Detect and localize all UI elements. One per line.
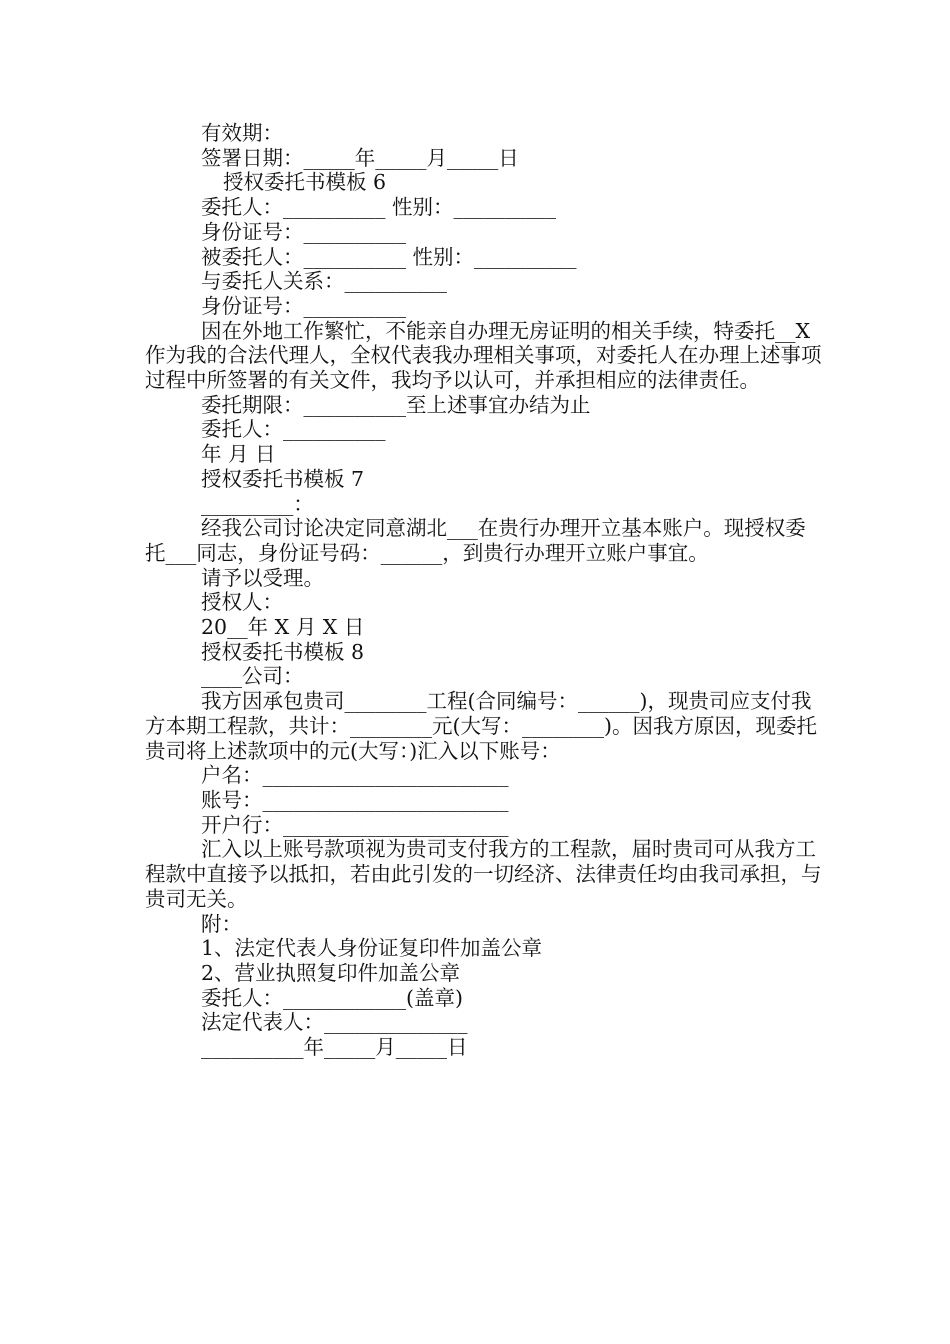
company-addressee: ____公司： xyxy=(201,664,304,689)
account-name: 户名：________________________ xyxy=(201,763,509,788)
validity-period: 有效期： xyxy=(201,121,283,145)
agent-gender: 被委托人：__________ 性别：__________ xyxy=(201,244,577,269)
template-6-title: 授权委托书模板 6 xyxy=(223,170,387,195)
document-body xyxy=(145,121,825,1060)
template-8-title: 授权委托书模板 8 xyxy=(201,639,365,664)
authorization-term: 委托期限：__________至上述事宜办结为止 xyxy=(201,392,591,417)
final-date: __________年_____月_____日 xyxy=(201,1035,468,1060)
legal-representative: 法定代表人：______________ xyxy=(201,1010,468,1035)
attachment-2: 2、营业执照复印件加盖公章 xyxy=(201,960,461,985)
date-line: 20__年 X 月 X 日 xyxy=(201,615,365,640)
payment-paragraph: 我方因承包贵司________工程(合同编号：______)，现贵司应支付我方本期工程款，共计：________元(大写：________)。因我方原因，现委托贵司将上述款项中的元(大写：)汇入以下账号： xyxy=(145,689,817,763)
request-line: 请予以受理。 xyxy=(201,565,324,590)
signing-date: 签署日期：_____年_____月_____日 xyxy=(201,145,519,170)
relationship: 与委托人关系：__________ xyxy=(201,269,447,294)
addressee-blank: _________： xyxy=(201,491,314,516)
agent-id-number: 身份证号：__________ xyxy=(201,293,406,318)
liability-paragraph: 汇入以上账号款项视为贵司支付我方的工程款，届时贵司可从我方工程款中直接予以抵扣，若由此引发的一切经济、法律责任均由我司承担，与贵司无关。 xyxy=(145,837,822,911)
account-number: 账号：________________________ xyxy=(201,787,509,812)
attachments-heading: 附： xyxy=(201,911,242,936)
principal-seal: 委托人：____________(盖章) xyxy=(201,985,463,1010)
authorizer: 授权人： xyxy=(201,590,283,615)
id-number: 身份证号：__________ xyxy=(201,219,406,244)
date-blank: 年 月 日 xyxy=(201,442,276,467)
template-7-title: 授权委托书模板 7 xyxy=(201,466,365,491)
account-opening-paragraph: 经我公司讨论决定同意湖北___在贵行办理开立基本账户。现授权委托___同志，身份证号码：______，到贵行办理开立账户事宜。 xyxy=(145,516,806,565)
attachment-1: 1、法定代表人身份证复印件加盖公章 xyxy=(201,936,543,961)
principal-signature: 委托人：__________ xyxy=(201,417,386,442)
bank-name: 开户行：______________________ xyxy=(201,812,509,837)
principal-gender: 委托人：__________ 性别：__________ xyxy=(201,195,557,220)
authorization-paragraph: 因在外地工作繁忙，不能亲自办理无房证明的相关手续，特委托__X 作为我的合法代理人，全权代表我办理相关事项，对委托人在办理上述事项过程中所签署的有关文件，我均予以认可，并承担相应的法律责任。 xyxy=(145,318,822,393)
